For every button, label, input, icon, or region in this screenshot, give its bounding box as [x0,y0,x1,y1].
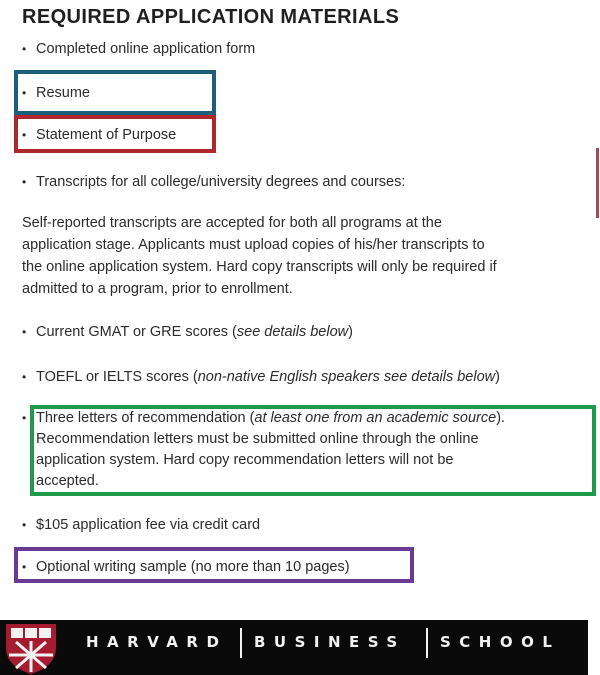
list-item-text: accepted. [36,473,99,489]
bullet: • [22,518,27,532]
edge-mark [596,148,599,218]
list-item-text: ). [496,410,506,426]
list-item-text: Transcripts for all college/university degrees and courses: [36,174,406,190]
list-item-transcripts [22,171,405,193]
transcripts-paragraph [22,212,582,300]
list-item-text: application system. Hard copy recommendation letters will not be [36,452,454,468]
bullet: • [22,560,27,574]
list-item-text: $105 application fee via credit card [36,517,261,533]
banner-word-business: BUSINESS [254,633,406,651]
list-item-resume [22,82,90,104]
list-item-text: Completed online application form [36,41,256,57]
list-item-emphasis: see details below [236,324,349,340]
bullet: • [22,370,27,384]
list-item-text: Resume [36,85,90,101]
bullet: • [22,325,27,339]
list-item-text: Three letters of recommendation ( [36,410,255,426]
banner-divider [426,628,428,658]
list-item-text: Current GMAT or GRE scores ( [36,324,237,340]
paragraph-line: admitted to a program, prior to enrollment. [22,281,293,297]
list-item-gmat [22,321,353,343]
list-item-text: ) [495,369,500,385]
page-title: REQUIRED APPLICATION MATERIALS [22,6,400,28]
bullet: • [22,42,27,56]
bullet: • [22,86,27,100]
bullet: • [22,175,27,189]
list-item-text: TOEFL or IELTS scores ( [36,369,198,385]
paragraph-line: the online application system. Hard copy transcripts will only be required if [22,259,497,275]
bullet: • [22,411,27,425]
hbs-banner [0,620,588,675]
list-item-text: ) [348,324,353,340]
list-item-emphasis: non-native English speakers see details below [197,369,496,385]
list-item-text: Statement of Purpose [36,127,177,143]
list-item-fee [22,514,260,536]
list-item-writing-sample [22,556,350,578]
bullet: • [22,128,27,142]
list-item-text: Optional writing sample (no more than 10 pages) [36,559,350,575]
list-item-statement [22,124,176,146]
list-item-toefl [22,366,500,388]
list-item-online-form [22,38,255,60]
list-item-letters [22,408,505,492]
paragraph-line: Self-reported transcripts are accepted for both all programs at the [22,215,442,231]
banner-word-school: SCHOOL [440,633,561,651]
harvard-shield-icon [2,622,60,675]
banner-divider [240,628,242,658]
list-item-emphasis: at least one from an academic source [254,410,497,426]
list-item-text: Recommendation letters must be submitted online through the online [36,431,479,447]
banner-word-harvard: HARVARD [86,633,228,651]
paragraph-line: application stage. Applicants must upload copies of his/her transcripts to [22,237,485,253]
